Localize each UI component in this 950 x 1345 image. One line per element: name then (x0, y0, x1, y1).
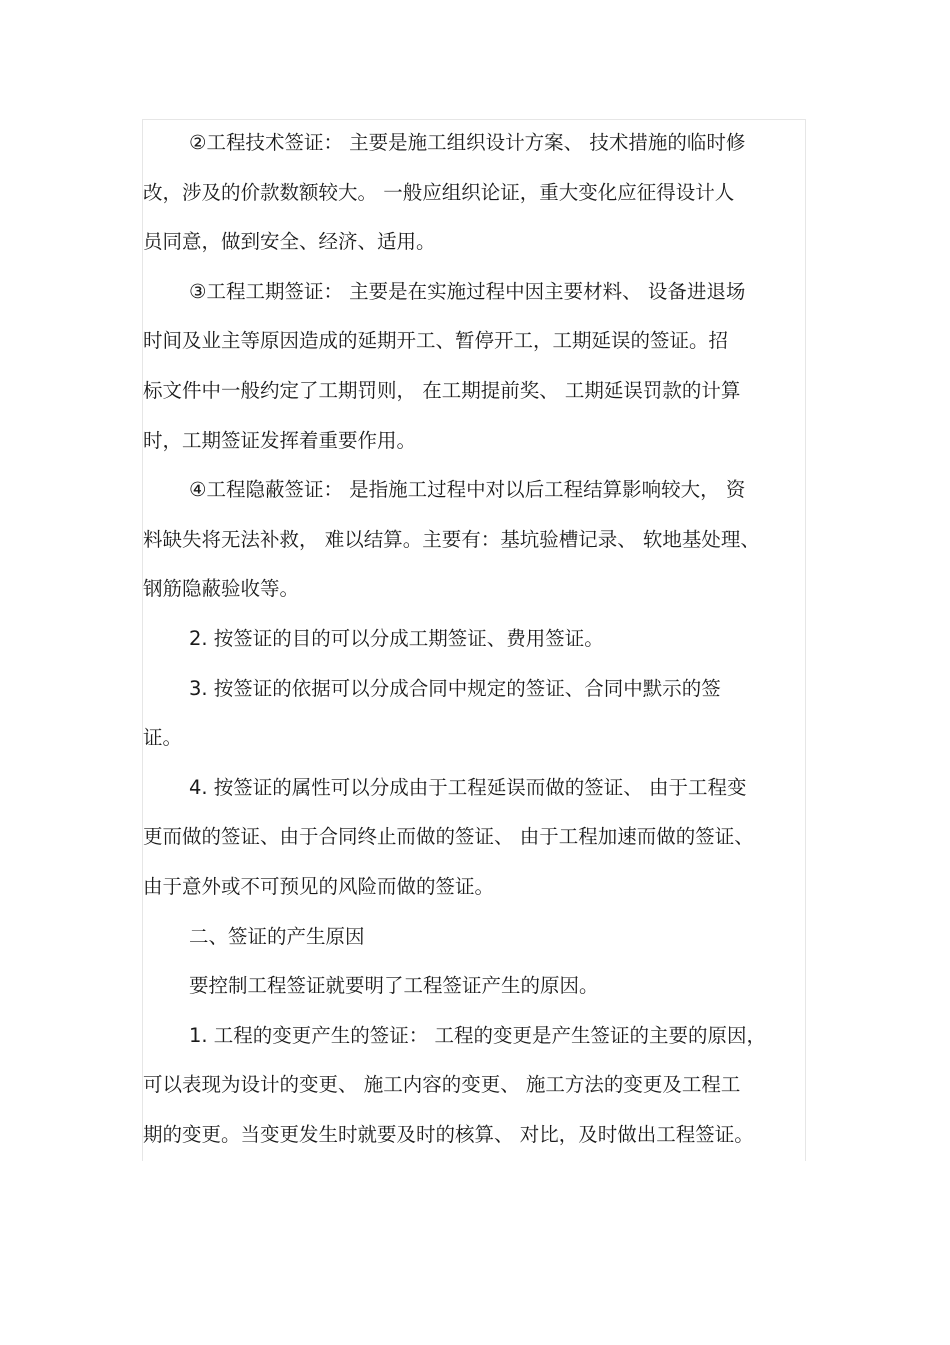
paragraph-change-visa (143, 1011, 803, 1160)
text-line: 料缺失将无法补救， 难以结算。主要有：基坑验槽记录、 软地基处理、 (143, 527, 760, 551)
paragraph-attribute (143, 763, 803, 912)
text-line: 4. 按签证的属性可以分成由于工程延误而做的签证、 由于工程变 (189, 775, 747, 799)
text-line: 时，工期签证发挥着重要作用。 (143, 428, 417, 452)
text-line: 1. 工程的变更产生的签证： 工程的变更是产生签证的主要的原因， (189, 1023, 767, 1047)
text-line: 改，涉及的价款数额较大。 一般应组织论证，重大变化应征得设计人 (143, 180, 735, 204)
text-line: ②工程技术签证： 主要是施工组织设计方案、 技术措施的临时修 (189, 131, 746, 154)
text-line: 二、签证的产生原因 (189, 924, 365, 948)
text-line: ④工程隐蔽签证： 是指施工过程中对以后工程结算影响较大， 资 (189, 478, 746, 502)
paragraph-basis (143, 664, 803, 763)
text-line: 证。 (143, 726, 183, 750)
paragraph-technical-visa (143, 118, 803, 267)
text-line: 3. 按签证的依据可以分成合同中规定的签证、合同中默示的签 (189, 676, 721, 700)
text-line: 标文件中一般约定了工期罚则， 在工期提前奖、 工期延误罚款的计算 (143, 378, 741, 402)
text-line: 由于意外或不可预见的风险而做的签证。 (143, 874, 495, 898)
paragraph-schedule-visa (143, 267, 803, 465)
paragraph-concealed-visa (143, 465, 803, 614)
text-line: 可以表现为设计的变更、 施工内容的变更、 施工方法的变更及工程工 (143, 1073, 741, 1097)
text-line: 期的变更。当变更发生时就要及时的核算、 对比，及时做出工程签证。 (143, 1122, 754, 1146)
paragraph-intro (143, 961, 803, 1011)
text-line: 时间及业主等原因造成的延期开工、暂停开工，工期延误的签证。招 (143, 329, 729, 353)
text-line: 更而做的签证、由于合同终止而做的签证、 由于工程加速而做的签证、 (143, 825, 754, 849)
text-line: 钢筋隐蔽验收等。 (143, 577, 300, 601)
paragraph-purpose (143, 614, 803, 664)
text-line: 员同意，做到安全、经济、适用。 (143, 230, 436, 254)
text-line: ③工程工期签证： 主要是在实施过程中因主要材料、 设备进退场 (189, 279, 746, 303)
text-line: 2. 按签证的目的可以分成工期签证、费用签证。 (189, 626, 604, 650)
text-line: 要控制工程签证就要明了工程签证产生的原因。 (189, 974, 599, 998)
document-body (143, 118, 803, 1159)
section-heading (143, 912, 803, 962)
